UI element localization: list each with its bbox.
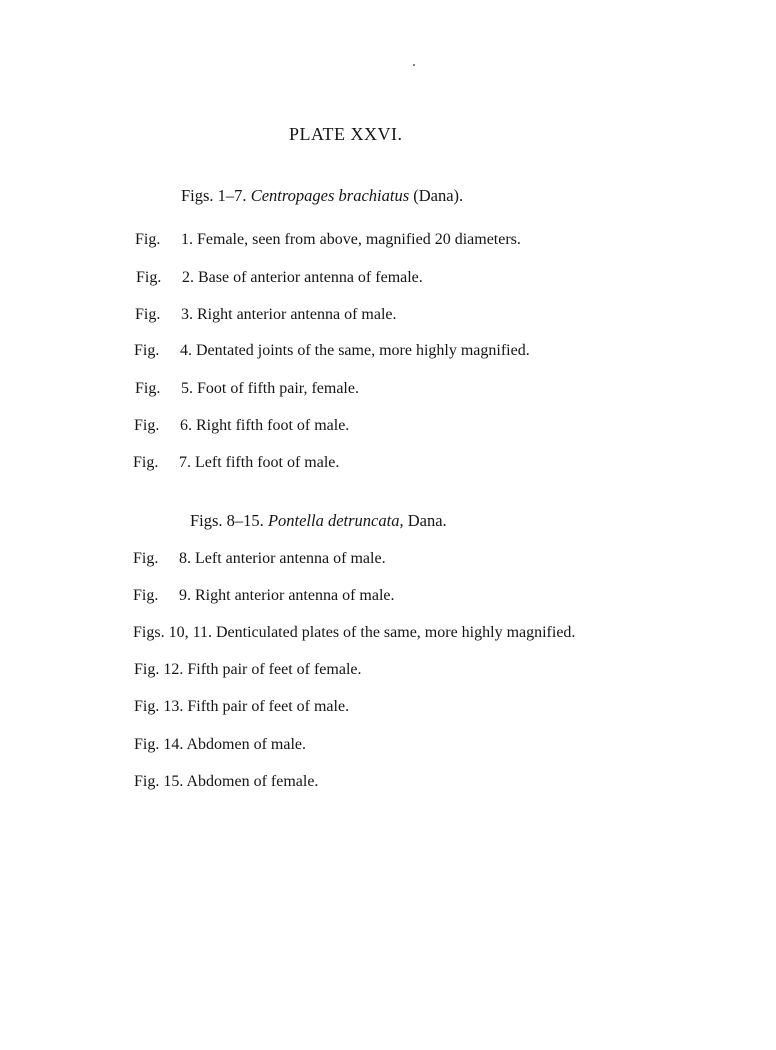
figure-number: 2. bbox=[182, 269, 194, 286]
figure-description: Right anterior antenna of male. bbox=[197, 306, 397, 323]
figure-label: Fig. bbox=[134, 417, 160, 434]
figure-number: 6. bbox=[180, 417, 192, 434]
figure-label: Fig. bbox=[134, 661, 160, 678]
figure-description: Right fifth foot of male. bbox=[196, 417, 350, 434]
figure-description: Fifth pair of feet of female. bbox=[187, 661, 362, 678]
species-name: Centropages brachiatus bbox=[250, 186, 410, 205]
scan-speck bbox=[413, 64, 415, 66]
figure-number: 13. bbox=[163, 698, 184, 715]
figure-number: 1. bbox=[181, 231, 193, 248]
figure-description: Foot of fifth pair, female. bbox=[197, 380, 359, 397]
figure-entry bbox=[135, 305, 396, 325]
figure-number: 5. bbox=[181, 380, 193, 397]
section-heading-2 bbox=[190, 511, 447, 531]
section-heading-1 bbox=[181, 186, 463, 206]
figure-label: Fig. bbox=[135, 231, 161, 248]
figure-label: Fig. bbox=[134, 773, 160, 790]
figure-entry bbox=[134, 416, 349, 436]
section-heading-prefix: Figs. 8–15. bbox=[190, 511, 264, 530]
figure-label: Fig. bbox=[134, 736, 160, 753]
section-heading-prefix: Figs. 1–7. bbox=[181, 186, 247, 205]
figure-number: 7. bbox=[179, 454, 191, 471]
figure-entry bbox=[133, 623, 575, 643]
figure-entry bbox=[133, 453, 339, 473]
figure-label: Fig. bbox=[133, 550, 159, 567]
figure-label: Fig. bbox=[136, 269, 162, 286]
figure-description: Left anterior antenna of male. bbox=[195, 550, 386, 567]
figure-number: 4. bbox=[180, 342, 192, 359]
figure-label: Fig. bbox=[133, 454, 159, 471]
figure-entry bbox=[134, 772, 318, 792]
species-authority: (Dana). bbox=[413, 186, 464, 205]
figure-description: Female, seen from above, magnified 20 diameters. bbox=[197, 231, 521, 248]
figure-label: Fig. bbox=[135, 306, 161, 323]
figure-number: 14. bbox=[163, 736, 184, 753]
figure-description: Right anterior antenna of male. bbox=[195, 587, 395, 604]
figure-description: Abdomen of male. bbox=[186, 736, 306, 753]
figure-entry bbox=[134, 341, 530, 361]
figure-number: 15. bbox=[163, 773, 184, 790]
figure-description: Abdomen of female. bbox=[186, 773, 319, 790]
figure-label: Fig. bbox=[135, 380, 161, 397]
figure-description: Dentated joints of the same, more highly magnified. bbox=[196, 342, 530, 359]
figure-label: Fig. bbox=[133, 587, 159, 604]
plate-title: PLATE XXVI. bbox=[289, 124, 403, 144]
figure-number: 8. bbox=[179, 550, 191, 567]
figure-entry bbox=[134, 660, 362, 680]
figure-number: 12. bbox=[163, 661, 184, 678]
figure-entry bbox=[133, 549, 386, 569]
figure-description: Fifth pair of feet of male. bbox=[187, 698, 350, 715]
species-authority: Dana. bbox=[407, 511, 447, 530]
figure-label: Fig. bbox=[134, 342, 160, 359]
figure-entry bbox=[134, 735, 306, 755]
figure-entry bbox=[135, 230, 521, 250]
figure-entry bbox=[134, 697, 349, 717]
figure-number: 10, 11. bbox=[168, 624, 212, 641]
figure-number: 9. bbox=[179, 587, 191, 604]
figure-entry bbox=[135, 379, 359, 399]
figure-label: Fig. bbox=[134, 698, 160, 715]
figure-description: Left fifth foot of male. bbox=[195, 454, 340, 471]
figure-entry bbox=[136, 268, 423, 288]
figure-entry bbox=[133, 586, 394, 606]
species-name: Pontella detruncata, bbox=[267, 511, 404, 530]
figure-description: Base of anterior antenna of female. bbox=[198, 269, 423, 286]
figure-label: Figs. bbox=[133, 624, 165, 641]
figure-number: 3. bbox=[181, 306, 193, 323]
figure-description: Denticulated plates of the same, more highly magnified. bbox=[215, 624, 576, 641]
